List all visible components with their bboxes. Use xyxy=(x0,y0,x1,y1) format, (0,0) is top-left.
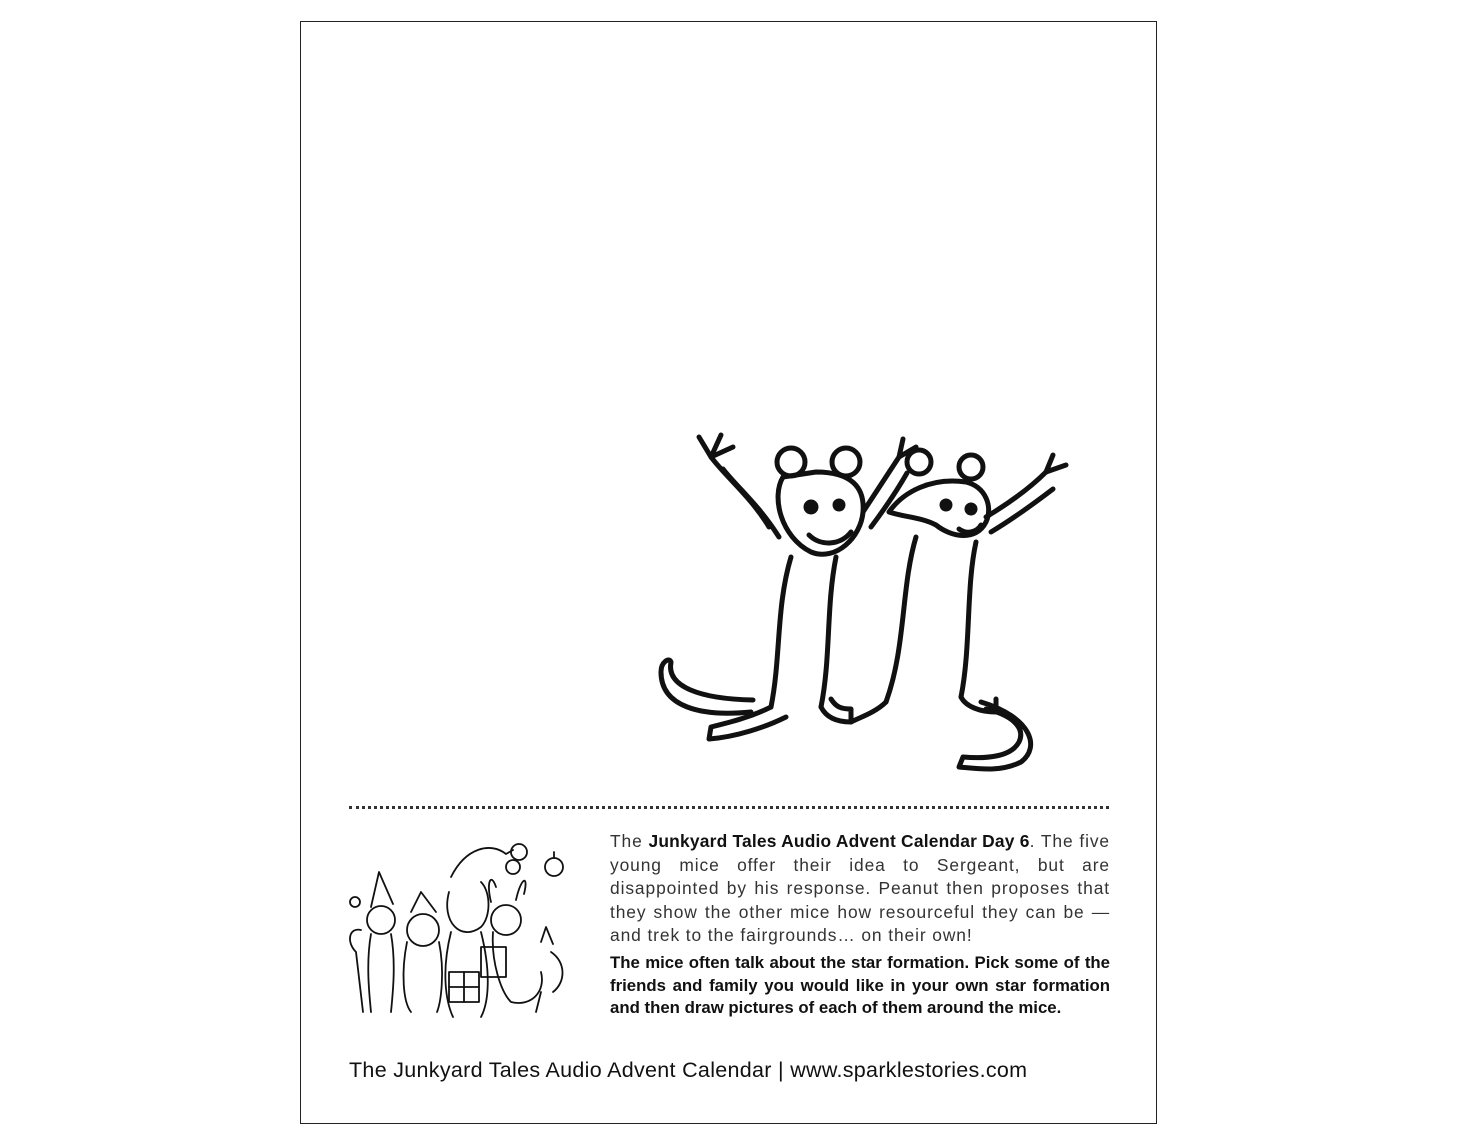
activity-instructions: The mice often talk about the star formation. Pick some of the friends and family you would like in your own star formation and then draw pictures of each of them around the mice. xyxy=(610,953,1110,1017)
description-title: Junkyard Tales Audio Advent Calendar Day 6 xyxy=(648,831,1030,851)
episode-description xyxy=(610,830,1110,948)
description-body: . The five young mice offer their idea to Sergeant, but are disappointed by his response. Peanut then proposes that they show the other mice how resourceful they can be — and trek to the fairgrounds… on their own! xyxy=(610,831,1110,945)
dancing-mice-illustration xyxy=(641,417,1081,787)
description-lead: The xyxy=(610,831,649,851)
left-mouse-drawing xyxy=(661,435,916,739)
junkyard-friends-illustration xyxy=(341,832,581,1032)
coloring-page xyxy=(300,21,1157,1124)
footer-credit: The Junkyard Tales Audio Advent Calendar | www.sparklestories.com xyxy=(349,1058,1028,1082)
right-mouse-drawing xyxy=(851,450,1066,769)
dotted-divider xyxy=(349,806,1109,809)
